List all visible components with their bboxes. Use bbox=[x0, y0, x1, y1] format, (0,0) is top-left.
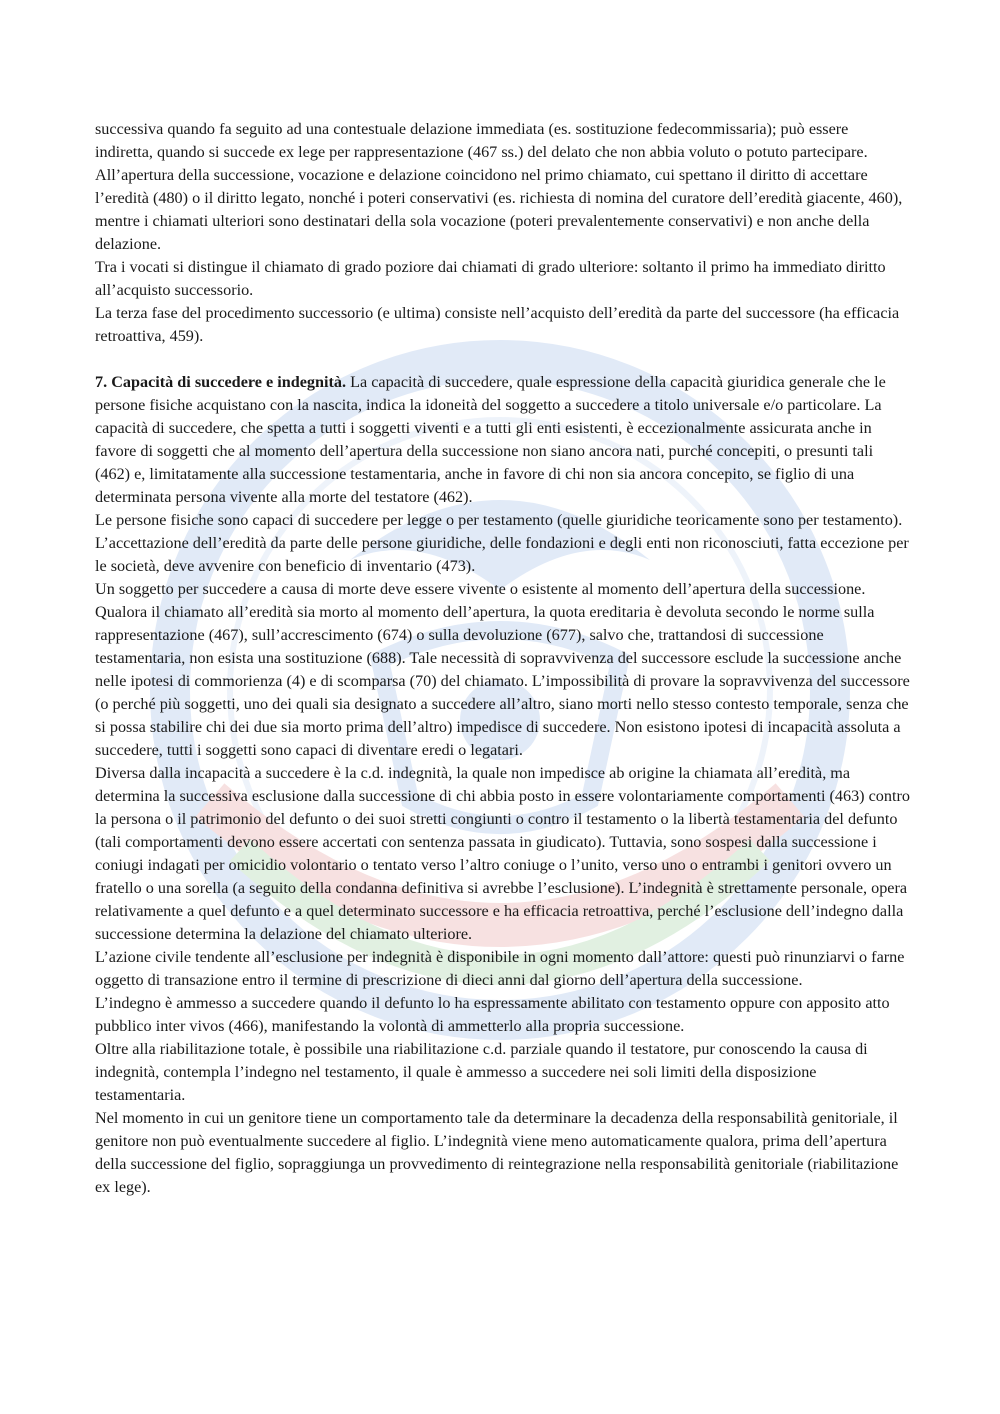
section-lead-text: La capacità di succedere, quale espressione della capacità giuridica generale che le persone fisiche acquistano con la nascita, indica la idoneità del soggetto a succedere a titolo universale e/o particolare. La capacità di succedere, che spetta a tutti i soggetti viventi e a tutti gli enti esistenti, è eccezionalmente assicurata anche in favore di soggetti che al momento dell’apertura della successione non siano ancora nati, purché concepiti, o presunti tali (462) e, limitatamente alla successione testamentaria, anche in favore di chi non sia ancora concepito, se figlio di una determinata persona vivente alla morte del testatore (462). bbox=[95, 373, 886, 506]
paragraph-intro-2: All’apertura della successione, vocazione e delazione coincidono nel primo chiamato, cui spettano il diritto di accettare l’eredità (480) o il diritto legato, nonché i poteri conservativi (es. richiesta di nomina del curatore dell’eredità giacente, 460), mentre i chiamati ulteriori sono destinatari della sola vocazione (poteri prevalentemente conservativi) e non anche della delazione. bbox=[95, 166, 903, 253]
paragraph-indegnita: Diversa dalla incapacità a succedere è la c.d. indegnità, la quale non impedisce ab origine la chiamata all’eredità, ma determina la successiva esclusione dalla successione di chi abbia posto in essere volontariamente comportamenti (463) contro la persona o il patrimonio del defunto o dei suoi stretti congiunti o contro il testamento o la libertà testamentaria del defunto (tali comportamenti devono essere accertati con sentenza passata in giudicato). Tuttavia, sono sospesi dalla successione i coniugi indagati per omicidio volontario o tentato verso l’altro coniuge o l’unito, verso uno o entrambi i genitori ovvero un fratello o una sorella (a seguito della condanna definitiva si avrebbe l’esclusione). L’indegnità è strettamente personale, opera relativamente a quel defunto e a quel determinato successore e ha efficacia retroattiva, perché l’esclusione dell’indegno dalla successione determina la delazione del chiamato ulteriore. bbox=[95, 764, 910, 943]
paragraph-riabilitazione-parziale: Oltre alla riabilitazione totale, è possibile una riabilitazione c.d. parziale quando il testatore, pur conoscendo la causa di indegnità, contempla l’indegno nel testamento, il quale è ammesso a succedere nei soli limiti della disposizione testamentaria. bbox=[95, 1040, 868, 1104]
section-heading: 7. Capacità di succedere e indegnità. bbox=[95, 373, 347, 391]
paragraph-azione-civile: L’azione civile tendente all’esclusione per indegnità è disponibile in ogni momento dall’attore: questi può rinunziarvi o farne oggetto di transazione entro il termine di prescrizione di dieci anni dal giorno dell’apertura della successione. bbox=[95, 948, 905, 989]
paragraph-intro-1: successiva quando fa seguito ad una contestuale delazione immediata (es. sostituzione fedecommissaria); può essere indiretta, quando si succede ex lege per rappresentazione (467 ss.) del delato che non abbia voluto o potuto partecipare. bbox=[95, 120, 868, 161]
paragraph-survival: Un soggetto per succedere a causa di morte deve essere vivente o esistente al momento dell’apertura della successione. Qualora il chiamato all’eredità sia morto al momento dell’apertura, la quota ereditaria è devoluta secondo le norme sulla rappresentazione (467), sull’accrescimento (674) o sulla devoluzione (677), salvo che, trattandosi di successione testamentaria, non esista una sostituzione (688). Tale necessità di sopravvivenza del successore esclude la successione anche nelle ipotesi di commorienza (4) e di scomparsa (70) del chiamato. L’impossibilità di provare la sopravvivenza del successore (o perché più soggetti, uno dei quali sia designato a succedere all’altro, siano morti nello stesso contesto temporale, senza che si possa stabilire chi dei due sia morto prima dell’altro) impedisce di succedere. Non esistono ipotesi di incapacità assoluta a succedere, tutti i soggetti sono capaci di diventare eredi o legatari. bbox=[95, 580, 910, 759]
section-lead-paragraph bbox=[95, 371, 910, 509]
paragraph-riabilitazione: L’indegno è ammesso a succedere quando il defunto lo ha espressamente abilitato con testamento oppure con apposito atto pubblico inter vivos (466), manifestando la volontà di ammetterlo alla propria successione. bbox=[95, 994, 890, 1035]
paragraph-intro-4: La terza fase del procedimento successorio (e ultima) consiste nell’acquisto dell’eredità da parte del successore (ha efficacia retroattiva, 459). bbox=[95, 304, 900, 345]
paragraph-capacity: Le persone fisiche sono capaci di succedere per legge o per testamento (quelle giuridiche teoricamente sono per testamento). L’accettazione dell’eredità da parte delle persone giuridiche, delle fondazioni e degli enti non riconosciuti, fatta eccezione per le società, deve avvenire con beneficio di inventario (473). bbox=[95, 511, 909, 575]
paragraph-spacer bbox=[95, 348, 910, 371]
paragraph-genitore: Nel momento in cui un genitore tiene un comportamento tale da determinare la decadenza della responsabilità genitoriale, il genitore non può eventualmente succedere al figlio. L’indegnità viene meno automaticamente qualora, prima dell’apertura della successione del figlio, sopraggiunga un provvedimento di reintegrazione nella responsabilità genitoriale (riabilitazione ex lege). bbox=[95, 1109, 899, 1196]
document-body bbox=[95, 118, 910, 1199]
paragraph-intro-3: Tra i vocati si distingue il chiamato di grado poziore dai chiamati di grado ulteriore: soltanto il primo ha immediato diritto all’acquisto successorio. bbox=[95, 258, 886, 299]
